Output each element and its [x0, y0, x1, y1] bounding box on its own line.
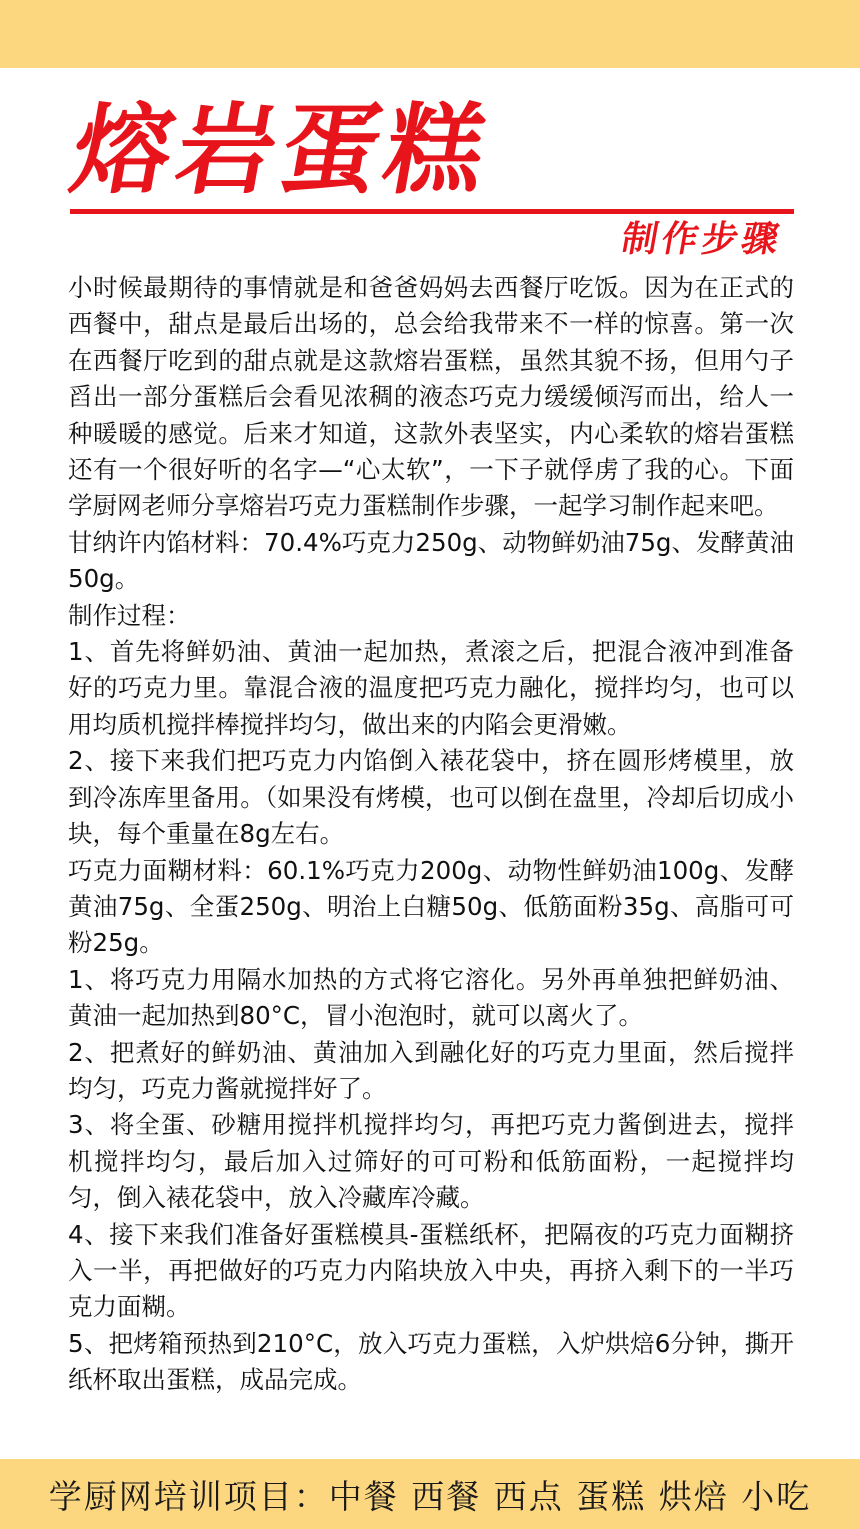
batter-step-4: 4、接下来我们准备好蛋糕模具-蛋糕纸杯，把隔夜的巧克力面糊挤入一半，再把做好的巧克力内陷块放入中央，再挤入剩下的一半巧克力面糊。	[68, 1219, 794, 1322]
filling-ingredients: 甘纳许内馅材料：70.4%巧克力250g、动物鲜奶油75g、发酵黄油50g。	[68, 527, 794, 594]
footer-band	[0, 1459, 860, 1529]
process-heading: 制作过程：	[68, 600, 191, 630]
title-divider	[70, 209, 794, 214]
filling-step-2: 2、接下来我们把巧克力内馅倒入裱花袋中，挤在圆形烤模里，放到冷冻库里备用。（如果没有烤模，也可以倒在盘里，冷却后切成小块，每个重量在8g左右。	[68, 746, 794, 849]
filling-step-1: 1、首先将鲜奶油、黄油一起加热，煮滚之后，把混合液冲到准备好的巧克力里。靠混合液的温度把巧克力融化，搅拌均匀，也可以用均质机搅拌棒搅拌均匀，做出来的内陷会更滑嫩。	[68, 637, 794, 739]
section-subtitle: 制作步骤	[618, 219, 786, 260]
footer-text: 学厨网培训项目：中餐 西餐 西点 蛋糕 烘焙 小吃	[48, 1476, 812, 1516]
batter-step-1: 1、将巧克力用隔水加热的方式将它溶化。另外再单独把鲜奶油、黄油一起加热到80°C，冒小泡泡时，就可以离火了。	[68, 964, 794, 1031]
intro-paragraph: 小时候最期待的事情就是和爸爸妈妈去西餐厅吃饭。因为在正式的西餐中，甜点是最后出场的，总会给我带来不一样的惊喜。第一次在西餐厅吃到的甜点就是这款熔岩蛋糕，虽然其貌不扬，但用勺子舀出一部分蛋糕后会看见浓稠的液态巧克力缓缓倾泻而出，给人一种暖暖的感觉。后来才知道，这款外表坚实，内心柔软的熔岩蛋糕还有一个很好听的名字—“心太软”，一下子就俘虏了我的心。下面学厨网老师分享熔岩巧克力蛋糕制作步骤，一起学习制作起来吧。	[68, 273, 794, 521]
page-title: 熔岩蛋糕	[63, 94, 500, 208]
batter-ingredients: 巧克力面糊材料：60.1%巧克力200g、动物性鲜奶油100g、发酵黄油75g、全蛋250g、明治上白糖50g、低筋面粉35g、高脂可可粉25g。	[68, 855, 794, 958]
article-body	[68, 270, 794, 1399]
batter-step-3: 3、将全蛋、砂糖用搅拌机搅拌均匀，再把巧克力酱倒进去，搅拌机搅拌均匀，最后加入过筛好的可可粉和低筋面粉，一起搅拌均匀，倒入裱花袋中，放入冷藏库冷藏。	[68, 1110, 794, 1213]
batter-step-5: 5、把烤箱预热到210°C，放入巧克力蛋糕，入炉烘焙6分钟，撕开纸杯取出蛋糕，成品完成。	[68, 1328, 794, 1395]
top-band	[0, 0, 860, 68]
batter-step-2: 2、把煮好的鲜奶油、黄油加入到融化好的巧克力里面，然后搅拌均匀，巧克力酱就搅拌好了。	[68, 1037, 794, 1103]
